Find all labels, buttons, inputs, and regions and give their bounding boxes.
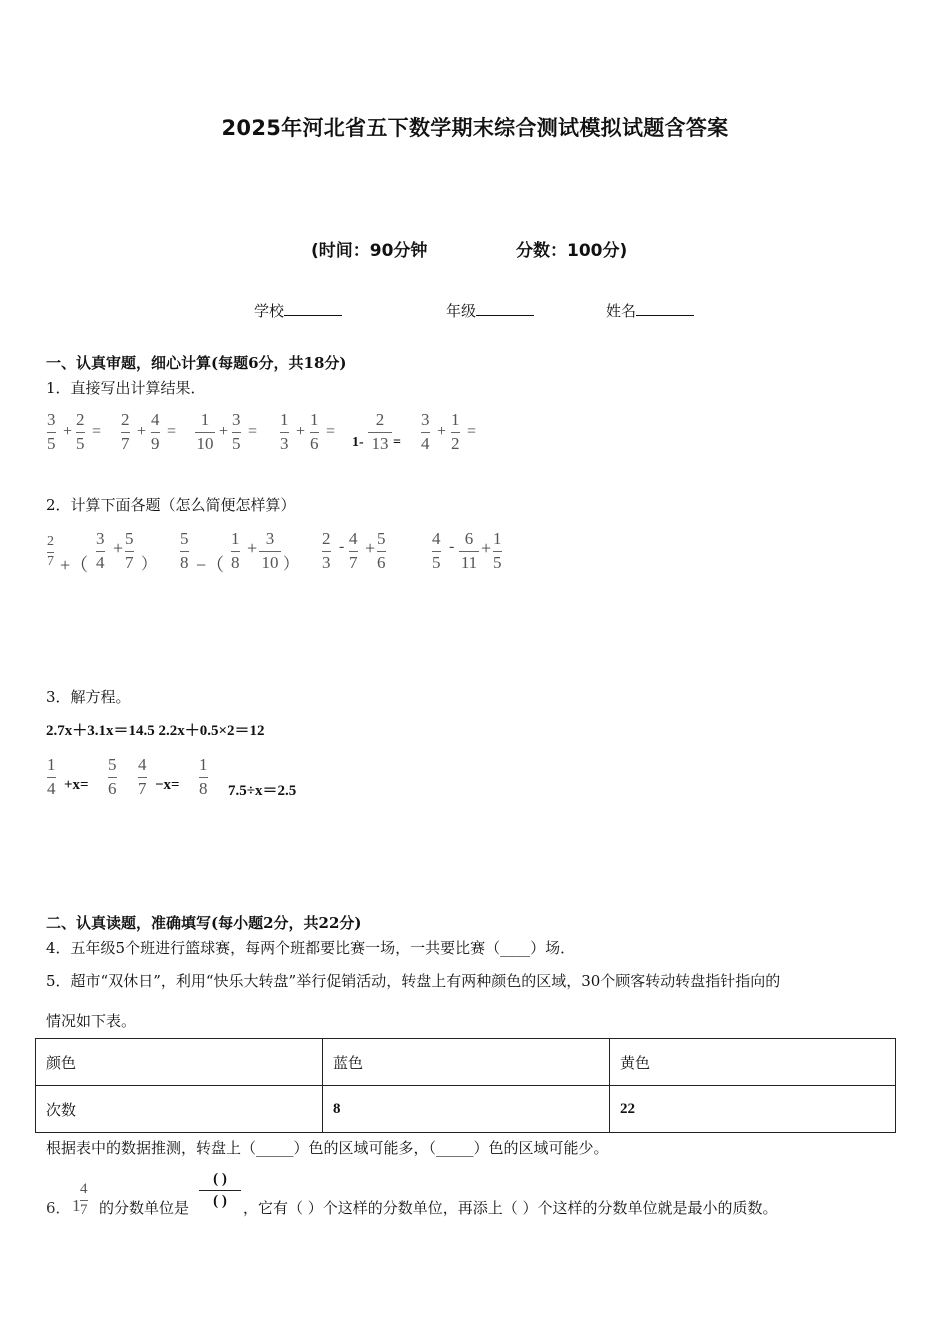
q3-equation-3: 7.5÷x＝2.5 [228, 783, 297, 799]
q5-question: 根据表中的数据推测，转盘上（_____）色的区域可能多，（_____）色的区域可能少。 [46, 1139, 609, 1157]
q5-text-line2: 情况如下表。 [46, 1012, 137, 1030]
table-header-cell: 黄色 [610, 1039, 896, 1086]
name-label: 姓名 [606, 302, 637, 320]
grade-blank[interactable] [476, 301, 534, 316]
section1-heading: 一、认真审题，细心计算(每题6分，共18分) [46, 354, 347, 372]
q6-whole: 1 [72, 1196, 81, 1215]
q6-number: 6． [46, 1199, 71, 1217]
table-header-cell: 蓝色 [323, 1039, 610, 1086]
q2-label: 2．计算下面各题（怎么简便怎样算） [46, 496, 296, 514]
name-field[interactable] [606, 300, 694, 321]
name-blank[interactable] [636, 301, 694, 316]
grade-label: 年级 [446, 302, 477, 320]
q3-label: 3．解方程。 [46, 688, 131, 706]
school-field[interactable] [254, 300, 342, 321]
q1-label: 1．直接写出计算结果． [46, 379, 206, 397]
table-row [36, 1086, 896, 1133]
q5-text-line1: 5．超市“双休日”，利用“快乐大转盘”举行促销活动，转盘上有两种颜色的区域，30个顾客转动转盘指针指向的 [46, 972, 781, 990]
school-blank[interactable] [284, 301, 342, 316]
table-cell: 次数 [36, 1086, 323, 1133]
q6-text-1: 的分数单位是 [99, 1199, 190, 1217]
q3-equations-line1: 2.7x＋3.1x＝14.5 2.2x＋0.5×2＝12 [46, 723, 265, 739]
table-header-cell: 颜色 [36, 1039, 323, 1086]
table-cell: 8 [323, 1086, 610, 1133]
table-cell: 22 [610, 1086, 896, 1133]
color-count-table [35, 1038, 896, 1133]
q6-text-2: ，它有（ ）个这样的分数单位，再添上（ ）个这样的分数单位就是最小的质数。 [243, 1199, 778, 1217]
page-title: 2025年河北省五下数学期末综合测试模拟试题含答案 [221, 116, 729, 140]
q6-fraction: 4 7 [80, 1181, 88, 1218]
table-row [36, 1039, 896, 1086]
section2-heading: 二、认真读题，准确填写(每小题2分，共22分) [46, 914, 362, 932]
grade-field[interactable] [446, 300, 534, 321]
exam-time: (时间：90分钟 [311, 241, 428, 261]
q4-text: 4．五年级5个班进行篮球赛，每两个班都要比赛一场，一共要比赛（____）场． [46, 939, 576, 957]
school-label: 学校 [254, 302, 285, 320]
exam-score: 分数：100分) [516, 241, 628, 261]
q6-unit-blank[interactable]: ( ) ( ) [199, 1170, 241, 1210]
